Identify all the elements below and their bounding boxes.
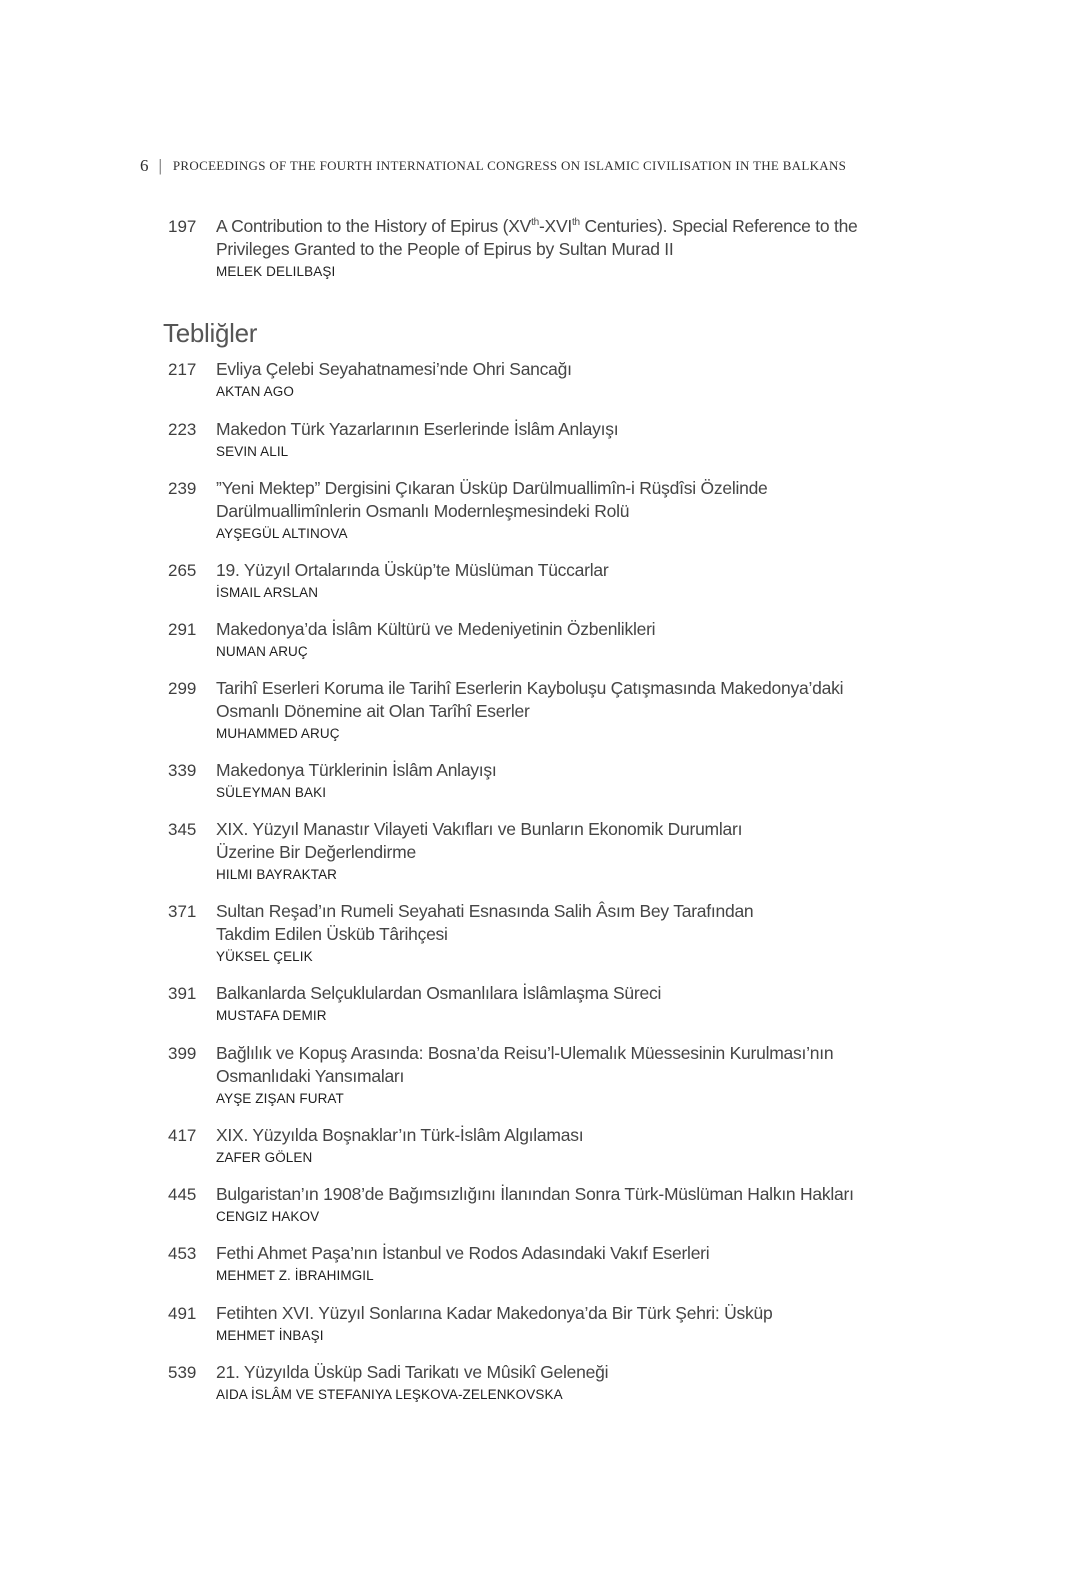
entry-author: AYŞE ZIŞAN FURAT	[216, 1091, 344, 1106]
running-head	[140, 156, 846, 176]
entry-page-number: 417	[168, 1126, 197, 1145]
entry-title-line: Makedon Türk Yazarlarının Eserlerinde İslâm Anlayışı	[216, 419, 619, 439]
entry-author: YÜKSEL ÇELIK	[216, 949, 313, 964]
entry-title	[216, 618, 888, 641]
entry-author: ZAFER GÖLEN	[216, 1150, 313, 1165]
toc-entry	[168, 1042, 888, 1108]
entry-author: SEVIN ALIL	[216, 444, 289, 459]
entry-page-number: 371	[168, 902, 197, 921]
entry-title	[216, 1242, 888, 1265]
entry-page-number: 223	[168, 420, 197, 439]
entry-author: AKTAN AGO	[216, 384, 294, 399]
entry-title	[216, 1361, 888, 1384]
entry-page-number: 197	[168, 217, 197, 236]
entry-page-number: 445	[168, 1185, 197, 1204]
toc-entry	[168, 1124, 888, 1167]
entry-title-line: Makedonya’da İslâm Kültürü ve Medeniyetinin Özbenlikleri	[216, 619, 656, 639]
entry-title-line: Osmanlıdaki Yansımaları	[216, 1066, 405, 1086]
toc-entry	[168, 215, 888, 281]
entry-page-number: 491	[168, 1304, 197, 1323]
toc-entry	[168, 900, 888, 966]
entry-title-line: 19. Yüzyıl Ortalarında Üsküp’te Müslüman Tüccarlar	[216, 560, 609, 580]
entry-title-line: Bulgaristan’ın 1908’de Bağımsızlığını İlanından Sonra Türk-Müslüman Halkın Hakları	[216, 1184, 854, 1204]
entry-author: CENGIZ HAKOV	[216, 1209, 320, 1224]
entry-title-line: Takdim Edilen Üsküb Târihçesi	[216, 924, 448, 944]
entry-title-line: XIX. Yüzyılda Boşnaklar’ın Türk-İslâm Algılaması	[216, 1125, 584, 1145]
toc-entry	[168, 358, 888, 401]
entry-title-line: Fethi Ahmet Paşa’nın İstanbul ve Rodos Adasındaki Vakıf Eserleri	[216, 1243, 710, 1263]
entry-title	[216, 1042, 888, 1088]
entry-title-line: Tarihî Eserleri Koruma ile Tarihî Eserlerin Kayboluşu Çatışmasında Makedonya’daki	[216, 678, 844, 698]
entry-title-line: Üzerine Bir Değerlendirme	[216, 842, 416, 862]
entry-title-line: Balkanlarda Selçuklulardan Osmanlılara İslâmlaşma Süreci	[216, 983, 662, 1003]
toc-entry	[168, 477, 888, 543]
entry-page-number: 391	[168, 984, 197, 1003]
toc-entry	[168, 1183, 888, 1226]
entry-page-number: 217	[168, 360, 197, 379]
header-separator: |	[158, 156, 162, 175]
entry-title	[216, 982, 888, 1005]
entry-title-line: Sultan Reşad’ın Rumeli Seyahati Esnasında Salih Âsım Bey Tarafından	[216, 901, 754, 921]
toc-entry	[168, 1242, 888, 1285]
entry-page-number: 239	[168, 479, 197, 498]
entry-title: A Contribution to the History of Epirus (XVth-XVIth Centuries). Special Reference to the Privileges Granted to the People of Epirus by Sultan Murad II	[216, 216, 858, 259]
entry-author: AIDA İSLÂM VE STEFANIYA LEŞKOVA-ZELENKOVSKA	[216, 1387, 563, 1402]
entry-page-number: 539	[168, 1363, 197, 1382]
entry-page-number: 345	[168, 820, 197, 839]
toc-entry	[168, 759, 888, 802]
entry-title	[216, 677, 888, 723]
entry-title-line: Bağlılık ve Kopuş Arasında: Bosna’da Reisu’l-Ulemalık Müessesinin Kurulması’nın	[216, 1043, 834, 1063]
toc-entry	[168, 618, 888, 661]
entry-author: MUSTAFA DEMIR	[216, 1008, 327, 1023]
entry-author: SÜLEYMAN BAKI	[216, 785, 327, 800]
entry-title	[216, 1183, 888, 1206]
entry-author: MELEK DELILBAŞI	[216, 264, 336, 279]
entry-title-line: Osmanlı Dönemine ait Olan Tarîhî Eserler	[216, 701, 530, 721]
entry-author: MEHMET İNBAŞI	[216, 1328, 324, 1343]
entry-title-line: Evliya Çelebi Seyahatnamesi’nde Ohri Sancağı	[216, 359, 572, 379]
entry-page-number: 339	[168, 761, 197, 780]
entry-author: AYŞEGÜL ALTINOVA	[216, 526, 348, 541]
section-heading: Tebliğler	[163, 318, 258, 348]
entry-author: İSMAIL ARSLAN	[216, 585, 319, 600]
entry-title-line: Makedonya Türklerinin İslâm Anlayışı	[216, 760, 497, 780]
entry-page-number: 291	[168, 620, 197, 639]
entry-title	[216, 559, 888, 582]
toc-entry	[168, 677, 888, 743]
entry-title-line: Fetihten XVI. Yüzyıl Sonlarına Kadar Makedonya’da Bir Türk Şehri: Üsküp	[216, 1303, 773, 1323]
entry-page-number: 453	[168, 1244, 197, 1263]
entry-title-line: 21. Yüzyılda Üsküp Sadi Tarikatı ve Mûsikî Geleneği	[216, 1362, 609, 1382]
entry-page-number: 399	[168, 1044, 197, 1063]
entry-page-number: 265	[168, 561, 197, 580]
entry-author: MUHAMMED ARUÇ	[216, 726, 340, 741]
entry-title	[216, 477, 888, 523]
running-title: PROCEEDINGS OF THE FOURTH INTERNATIONAL CONGRESS ON ISLAMIC CIVILISATION IN THE BALKANS	[172, 158, 847, 173]
entry-title	[216, 1124, 888, 1147]
entry-title	[216, 818, 888, 864]
toc-entry	[168, 818, 888, 884]
entry-title	[216, 900, 888, 946]
entry-title	[216, 358, 888, 381]
entry-title	[216, 759, 888, 782]
entry-title-line: ”Yeni Mektep” Dergisini Çıkaran Üsküp Darülmuallimîn-i Rüşdîsi Özelinde	[216, 478, 768, 498]
entry-title	[216, 1302, 888, 1325]
toc-entry	[168, 1361, 888, 1404]
entry-title	[216, 418, 888, 441]
entry-author: MEHMET Z. İBRAHIMGIL	[216, 1268, 374, 1283]
entry-page-number: 299	[168, 679, 197, 698]
entry-author: NUMAN ARUÇ	[216, 644, 308, 659]
toc-entry	[168, 982, 888, 1025]
toc-entry	[168, 418, 888, 461]
toc-entry	[168, 1302, 888, 1345]
page-number: 6	[140, 156, 149, 175]
entry-title-line: Darülmuallimînlerin Osmanlı Modernleşmesindeki Rolü	[216, 501, 630, 521]
entry-title-line: XIX. Yüzyıl Manastır Vilayeti Vakıfları ve Bunların Ekonomik Durumları	[216, 819, 743, 839]
entry-author: HILMI BAYRAKTAR	[216, 867, 338, 882]
toc-entry	[168, 559, 888, 602]
